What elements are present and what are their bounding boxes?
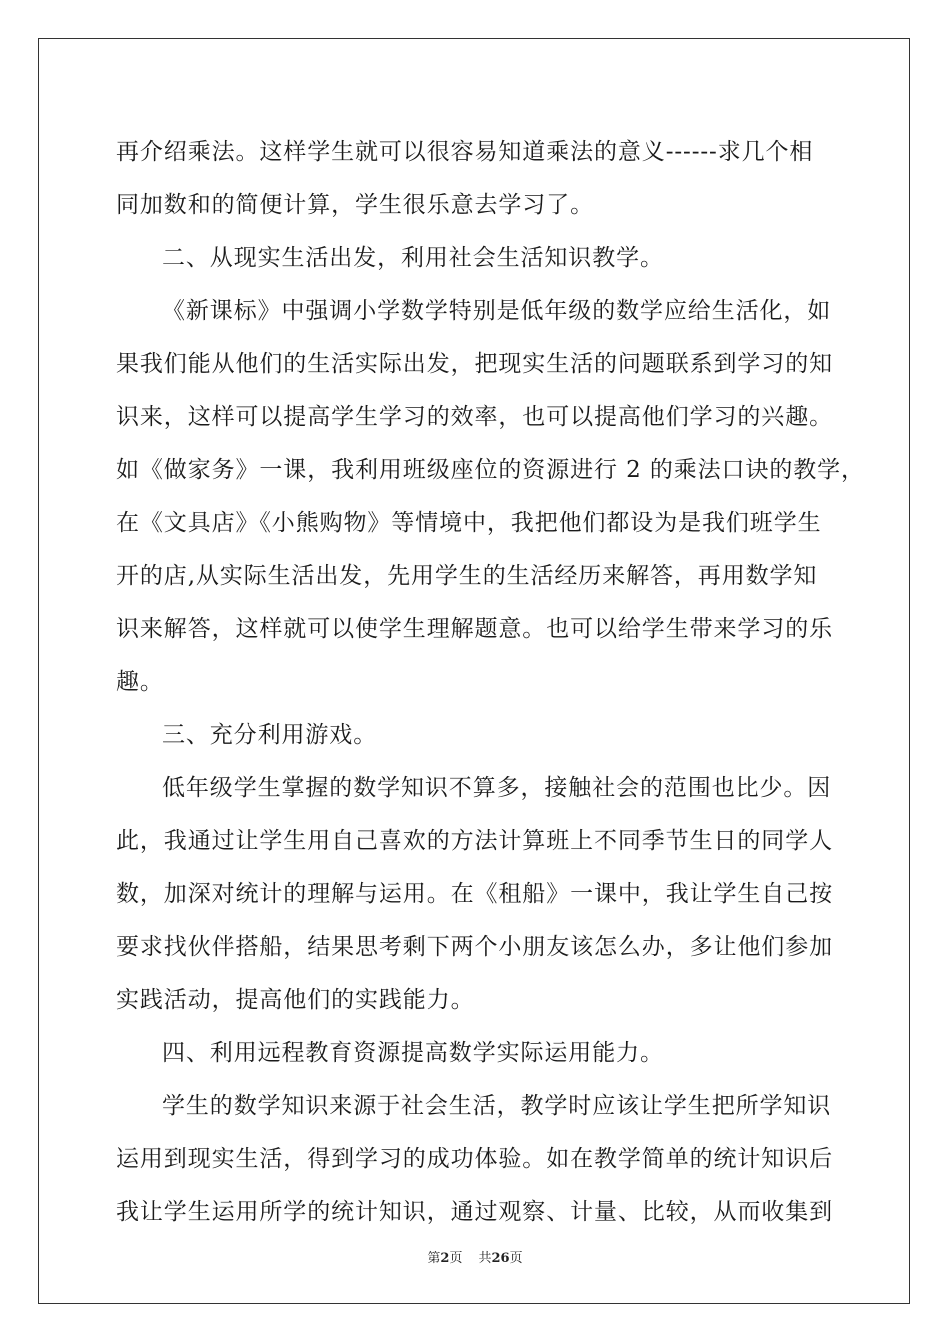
text-line: 识来，这样可以提高学生学习的效率，也可以提高他们学习的兴趣。 <box>116 404 833 430</box>
text-line: 数，加深对统计的理解与运用。在《租船》一课中，我让学生自己按 <box>116 881 833 907</box>
page-number: 2 <box>440 1251 450 1266</box>
total-prefix: 共 <box>478 1251 492 1266</box>
text-line: 低年级学生掌握的数学知识不算多，接触社会的范围也比少。因 <box>162 775 832 801</box>
section-heading: 二、从现实生活出发，利用社会生活知识教学。 <box>162 245 664 271</box>
text-line: 同加数和的简便计算，学生很乐意去学习了。 <box>116 192 594 218</box>
document-body <box>116 126 865 1239</box>
section-heading: 三、充分利用游戏。 <box>162 722 378 748</box>
text-line: 再介绍乘法。这样学生就可以很容易知道乘法的意义------求几个相 <box>116 139 814 165</box>
text-line: 如《做家务》一课，我利用班级座位的资源进行 2 的乘法口诀的教学， <box>116 457 865 483</box>
page-prefix: 第 <box>427 1251 441 1266</box>
page-suffix: 页 <box>449 1251 463 1266</box>
text-line: 趣。 <box>116 669 164 695</box>
text-line: 在《文具店》《小熊购物》等情境中，我把他们都设为是我们班学生 <box>116 510 822 536</box>
section-heading: 四、利用远程教育资源提高数学实际运用能力。 <box>162 1040 664 1066</box>
total-pages: 26 <box>491 1251 510 1266</box>
page-footer <box>0 1247 950 1266</box>
text-line: 实践活动，提高他们的实践能力。 <box>116 987 475 1013</box>
text-line: 我让学生运用所学的统计知识，通过观察、计量、比较，从而收集到 <box>116 1199 833 1225</box>
text-line: 开的店,从实际生活出发，先用学生的生活经历来解答，再用数学知 <box>116 563 818 589</box>
total-suffix: 页 <box>509 1251 523 1266</box>
text-line: 识来解答，这样就可以使学生理解题意。也可以给学生带来学习的乐 <box>116 616 833 642</box>
text-line: 运用到现实生活，得到学习的成功体验。如在教学简单的统计知识后 <box>116 1146 833 1172</box>
text-line: 果我们能从他们的生活实际出发，把现实生活的问题联系到学习的知 <box>116 351 833 377</box>
text-line: 要求找伙伴搭船，结果思考剩下两个小朋友该怎么办，多让他们参加 <box>116 934 833 960</box>
text-line: 学生的数学知识来源于社会生活，教学时应该让学生把所学知识 <box>162 1093 832 1119</box>
text-line: 《新课标》中强调小学数学特别是低年级的数学应给生活化，如 <box>162 298 832 324</box>
text-line: 此，我通过让学生用自己喜欢的方法计算班上不同季节生日的同学人 <box>116 828 833 854</box>
